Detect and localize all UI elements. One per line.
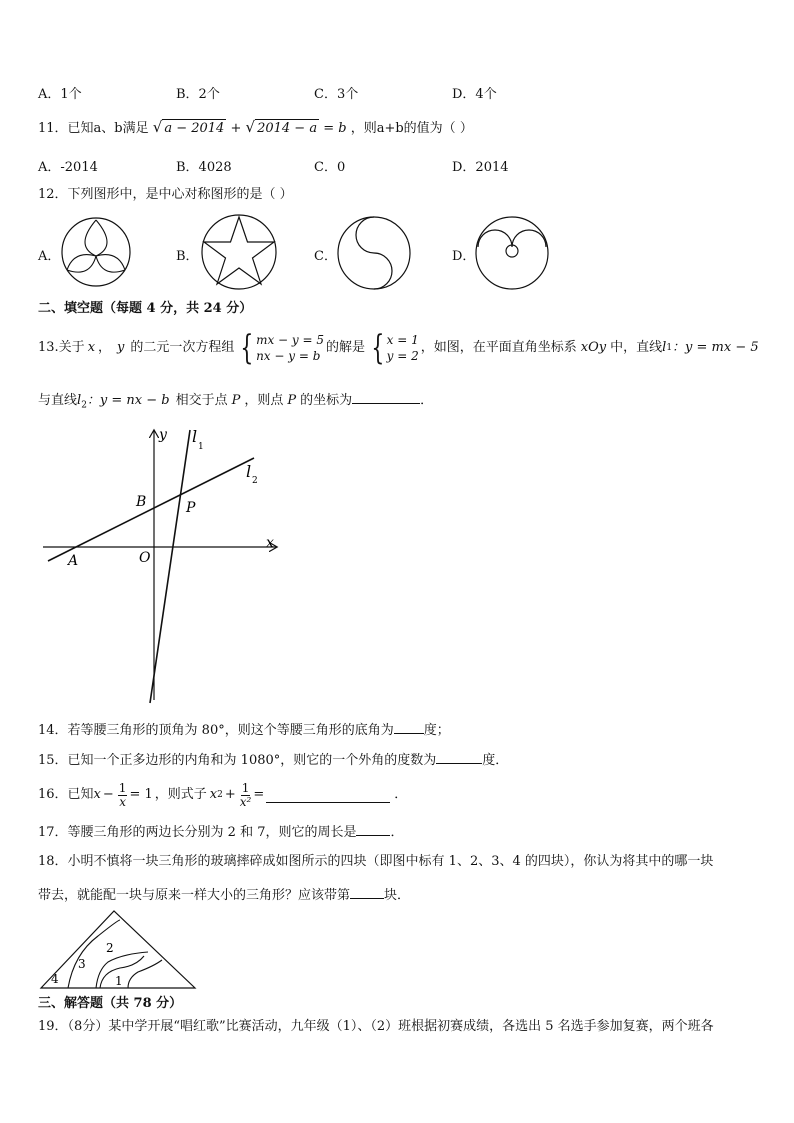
question-12: 12．下列图形中，是中心对称图形的是（ ） [38,187,293,202]
q15-answer-blank[interactable] [436,749,482,764]
q12-label-a: A． [38,249,61,264]
piece-2-label: 2 [106,941,114,955]
x-axis-label: x [266,535,274,551]
question-19: 19．（8分）某中学开展“唱红歌”比赛活动，九年级（1）、（2）班根据初赛成绩，各选出 5 名选手参加复赛，两个班各 [38,1019,714,1034]
y-axis-label: y [159,427,167,443]
figure-d-arcs [474,215,550,291]
q13-answer-blank[interactable] [352,389,420,404]
solution-system: { x = 1 y = 2 [371,328,419,368]
q11-option-c: C．0 [314,160,346,175]
piece-1-label: 1 [115,974,123,988]
l1-subscript: 1 [198,442,204,452]
q17-answer-blank[interactable] [356,821,390,836]
q11-radical-2: 2014 − a [257,121,318,136]
q10-option-c: C．3个 [314,87,359,102]
q12-label-c: C． [314,249,337,264]
l2-subscript: 2 [252,476,258,486]
equation-system: { mx − y = 5 nx − y = b [240,328,324,368]
point-p-label: P [186,500,196,516]
line-l2 [48,458,254,561]
q12-label-b: B． [176,249,199,264]
question-17: 17．等腰三角形的两边长分别为 2 和 7，则它的周长是 ． [38,821,404,842]
q13-coordinate-graph [38,425,288,710]
q10-option-a: A．1个 [38,87,82,102]
origin-label: O [139,550,151,566]
q14-answer-blank[interactable] [394,719,424,734]
piece-3-label: 3 [78,957,86,971]
section-2-heading: 二、填空题（每题 4 分，共 24 分） [38,301,253,316]
figure-a-trefoil [60,216,132,288]
l1-label: l [192,427,198,446]
figure-c-s-curve [336,215,412,291]
q11-radical-1: a − 2014 [164,121,225,136]
q10-option-d: D．4个 [452,87,497,102]
q10-option-b: B．2个 [176,87,220,102]
question-15: 15．已知一个正多边形的内角和为 1080°，则它的一个外角的度数为 度． [38,749,508,770]
q11-option-a: A．-2014 [38,160,98,175]
q11-option-b: B．4028 [176,160,232,175]
l2-label: l [246,462,252,481]
point-a-label: A [68,553,79,569]
question-16: 16．已知 x − $\frac{1}{x}$ = 1 ，则式子 x 2 + $\frac{1}{\text{x²}}$ = ． [38,780,408,809]
piece-4-label: 4 [51,972,59,986]
question-18-line-1: 18．小明不慎将一块三角形的玻璃摔碎成如图所示的四块（即图中标有 1、2、3、4 的四块），你认为将其中的哪一块 [38,854,714,869]
q18-answer-blank[interactable] [350,884,384,899]
fraction-1-over-x: $\frac{1}{x}$ [118,780,127,809]
q11-option-d: D．2014 [452,160,509,175]
question-13-line-1: 13.关于 x ， y 的二元一次方程组 { mx − y = 5 nx − y = b 的解是 { x = 1 y = 2 ，如图，在平面直角坐标系 xOy 中，直线 l 1 ：y = mx − 5 [38,328,759,368]
question-18-line-2: 带去，就能配一块与原来一样大小的三角形？应该带第 块． [38,884,410,905]
line-l1 [150,430,190,703]
question-11: 11．已知a、b满足 √ a − 2014 + √ 2014 − a = b ，则a+b的值为（ ） [38,118,473,136]
q16-answer-blank[interactable] [266,788,390,803]
figure-b-star [199,213,279,291]
q18-broken-triangle [38,908,198,990]
q12-label-d: D． [452,249,476,264]
fraction-1-over-x-squared: $\frac{1}{\text{x²}}$ [239,780,252,809]
section-3-heading: 三、解答题（共 78 分） [38,996,183,1011]
question-13-line-2: 与直线$l_2$：y = nx − b 相交于点 P ，则点 P 的坐标为 ． [38,389,433,415]
question-14: 14．若等腰三角形的顶角为 80°，则这个等腰三角形的底角为 度； [38,719,450,740]
point-b-label: B [136,494,147,510]
